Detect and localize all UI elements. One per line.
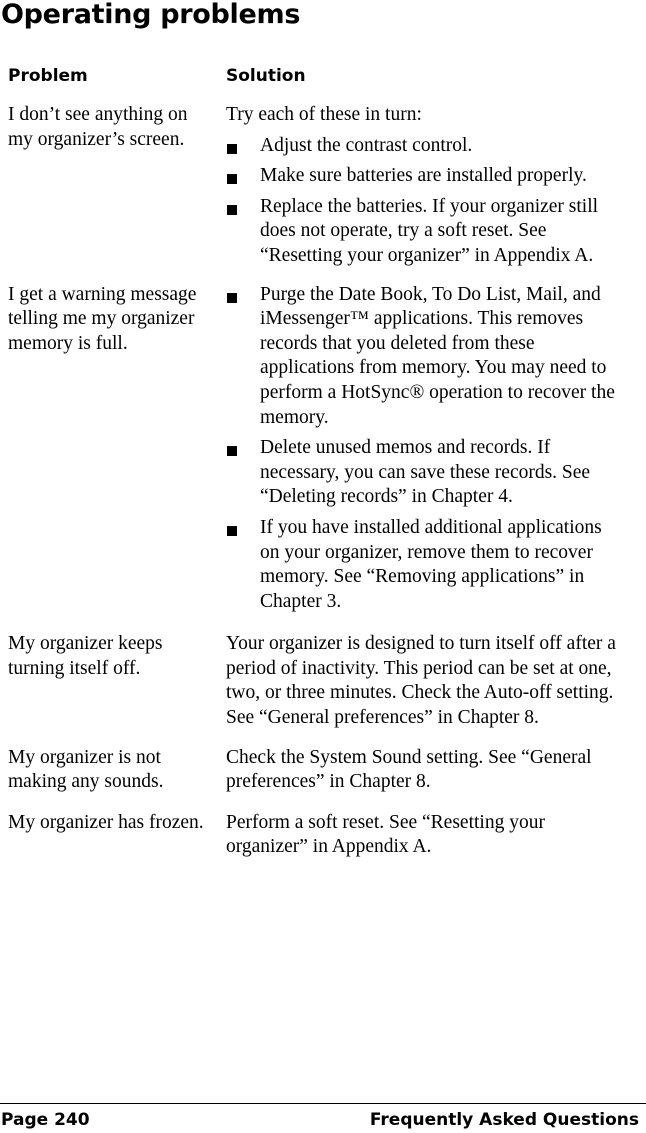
solution-bullet <box>226 134 622 159</box>
page-footer <box>0 1103 646 1131</box>
page-title: Operating problems <box>1 0 301 30</box>
bullet-text: Adjust the contrast control. <box>260 134 473 156</box>
solution-bullet <box>226 283 622 431</box>
table-row <box>8 283 642 615</box>
solution-bullet <box>226 164 622 189</box>
problem-cell: My organizer is not making any sounds. <box>8 746 164 793</box>
square-bullet-icon <box>227 526 237 536</box>
table-row <box>8 811 642 860</box>
solution-bullet <box>226 436 622 510</box>
solution-bullet-list <box>226 134 622 269</box>
solution-cell <box>226 103 622 269</box>
table-row <box>8 632 642 730</box>
solution-text: Check the System Sound setting. See “General preferences” in Chapter 8. <box>226 746 592 793</box>
solution-column-header: Solution <box>226 66 306 86</box>
problem-cell: I don’t see anything on my organizer’s screen. <box>8 104 188 150</box>
problem-cell: My organizer has frozen. <box>8 811 204 833</box>
solution-bullet <box>226 195 622 269</box>
problem-cell: I get a warning message telling me my organizer memory is full. <box>8 283 197 354</box>
faq-table <box>8 103 642 860</box>
footer-chapter-title: Frequently Asked Questions <box>369 1110 639 1130</box>
footer-page-number: Page 240 <box>1 1110 90 1130</box>
problem-cell: My organizer keeps turning itself off. <box>8 633 163 679</box>
bullet-text: Make sure batteries are installed properly. <box>260 165 587 187</box>
square-bullet-icon <box>227 446 237 456</box>
solution-cell <box>226 811 622 860</box>
solution-intro: Try each of these in turn: <box>226 104 422 125</box>
bullet-text: Replace the batteries. If your organizer still does not operate, try a soft reset. See “Resetting your organizer” in Appendix A. <box>260 195 599 266</box>
solution-cell <box>226 746 622 795</box>
problem-column-header: Problem <box>8 66 88 86</box>
square-bullet-icon <box>227 293 237 303</box>
square-bullet-icon <box>227 174 237 184</box>
solution-text: Perform a soft reset. See “Resetting your organizer” in Appendix A. <box>226 811 545 858</box>
bullet-text: If you have installed additional applications on your organizer, remove them to recover memory. See “Removing applications” in Chapter 3. <box>260 516 602 612</box>
square-bullet-icon <box>227 205 237 215</box>
bullet-text: Delete unused memos and records. If necessary, you can save these records. See “Deleting records” in Chapter 4. <box>260 437 591 508</box>
solution-cell <box>226 632 622 730</box>
solution-cell <box>226 283 622 615</box>
table-row <box>8 103 642 269</box>
bullet-text: Purge the Date Book, To Do List, Mail, and iMessenger™ applications. This removes records that you deleted from these applications from memory. You may need to perform a HotSync® operation to recover the memory. <box>260 283 615 428</box>
table-row <box>8 746 642 795</box>
solution-bullet-list <box>226 283 622 615</box>
square-bullet-icon <box>227 144 237 154</box>
solution-text: Your organizer is designed to turn itself off after a period of inactivity. This period can be set at one, two, or three minutes. Check the Auto-off setting. See “General preferences” in Chapter 8. <box>226 633 616 729</box>
solution-bullet <box>226 516 622 614</box>
